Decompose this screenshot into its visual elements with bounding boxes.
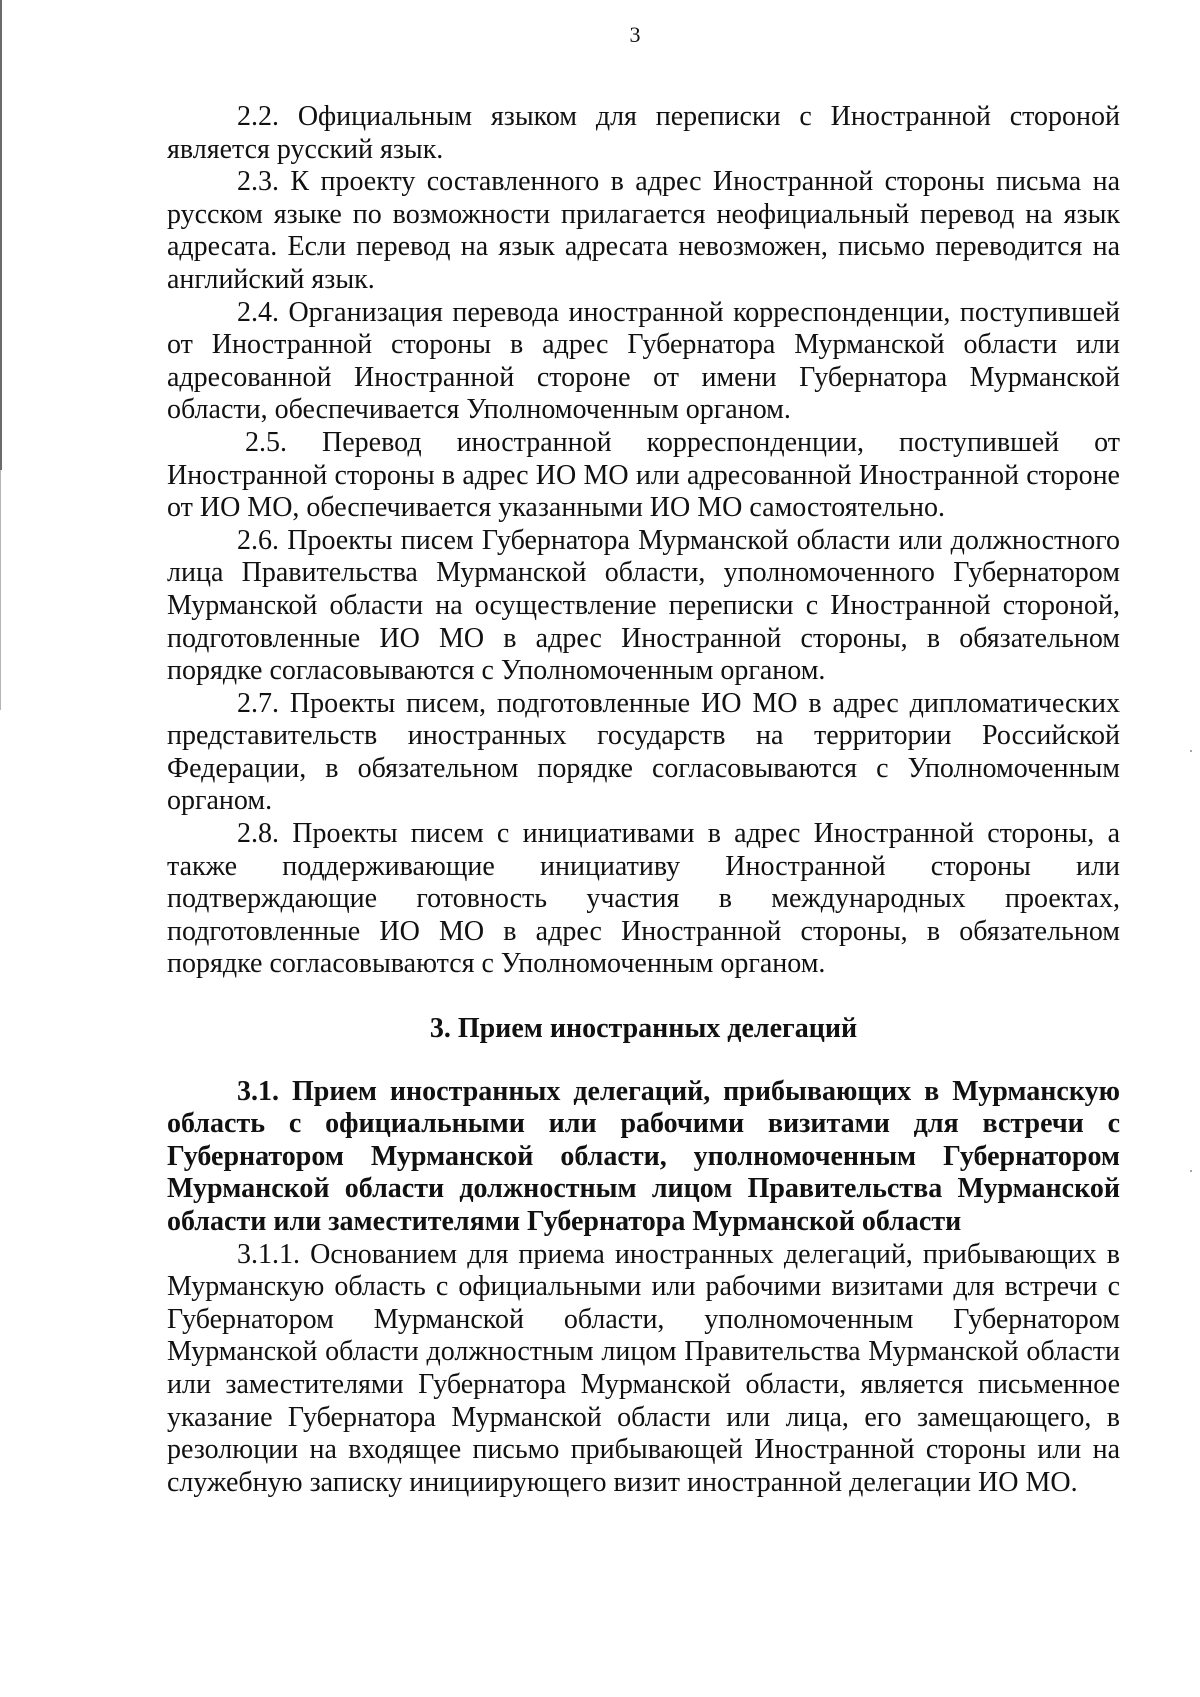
paragraph-2-8: 2.8. Проекты писем с инициативами в адрес Иностранной стороны, а также поддерживающие инициативу Иностранной стороны или подтверждающие готовность участия в международных проектах, подготовленные ИО МО в адрес Иностранной стороны, в обязательном порядке согласовываются с Уполномоченным органом. bbox=[167, 818, 1120, 980]
scan-left-edge-faint bbox=[0, 470, 1, 710]
paragraph-2-7: 2.7. Проекты писем, подготовленные ИО МО в адрес дипломатических представительств иностранных государств на территории Российской Федерации, в обязательном порядке согласовываются с Уполномоченным органом. bbox=[167, 687, 1120, 817]
paragraph-3-1-1: 3.1.1. Основанием для приема иностранных делегаций, прибывающих в Мурманскую область с официальными или рабочими визитами для встречи с Губернатором Мурманской области, уполномоченным Губернатором Мурманской области должностным лицом Правительства Мурманской области или заместителями Губернатора Мурманской области, является письменное указание Губернатора Мурманской области или лица, его замещающего, в резолюции на входящее письмо прибывающей Иностранной стороны или на служебную записку инициирующего визит иностранной делегации ИО МО. bbox=[167, 1238, 1120, 1498]
scan-speck bbox=[1190, 1170, 1192, 1172]
paragraph-2-5: 2.5. Перевод иностранной корреспонденции, поступившей от Иностранной стороны в адрес ИО МО или адресованной Иностранной стороне от ИО МО, обеспечивается указанными ИО МО самостоятельно. bbox=[167, 426, 1120, 524]
section-3-1-subheading: 3.1. Прием иностранных делегаций, прибывающих в Мурманскую область с официальными или рабочими визитами для встречи с Губернатором Мурманской области, уполномоченным Губернатором Мурманской области должностным лицом Правительства Мурманской области или заместителями Губернатора Мурманской области bbox=[167, 1075, 1120, 1237]
paragraph-2-3: 2.3. К проекту составленного в адрес Иностранной стороны письма на русском языке по возможности прилагается неофициальный перевод на язык адресата. Если перевод на язык адресата невозможен, письмо переводится на английский язык. bbox=[167, 166, 1120, 295]
paragraph-2-4: 2.4. Организация перевода иностранной корреспонденции, поступившей от Иностранной стороны в адрес Губернатора Мурманской области или адресованной Иностранной стороне от имени Губернатора Мурманской области, обеспечивается Уполномоченным органом. bbox=[167, 296, 1120, 426]
paragraph-2-6: 2.6. Проекты писем Губернатора Мурманской области или должностного лица Правительства Мурманской области, уполномоченного Губернатором Мурманской области на осуществление переписки с Иностранной стороной, подготовленные ИО МО в адрес Иностранной стороны, в обязательном порядке согласовываются с Уполномоченным органом. bbox=[167, 524, 1120, 687]
paragraph-2-2: 2.2. Официальным языком для переписки с Иностранной стороной является русский язык. bbox=[167, 101, 1120, 165]
page-number: 3 bbox=[629, 22, 641, 47]
document-body bbox=[167, 101, 1120, 1499]
section-3-heading: 3. Прием иностранных делегаций bbox=[429, 1013, 858, 1045]
scan-left-edge bbox=[0, 0, 2, 470]
scan-speck bbox=[1190, 750, 1192, 752]
